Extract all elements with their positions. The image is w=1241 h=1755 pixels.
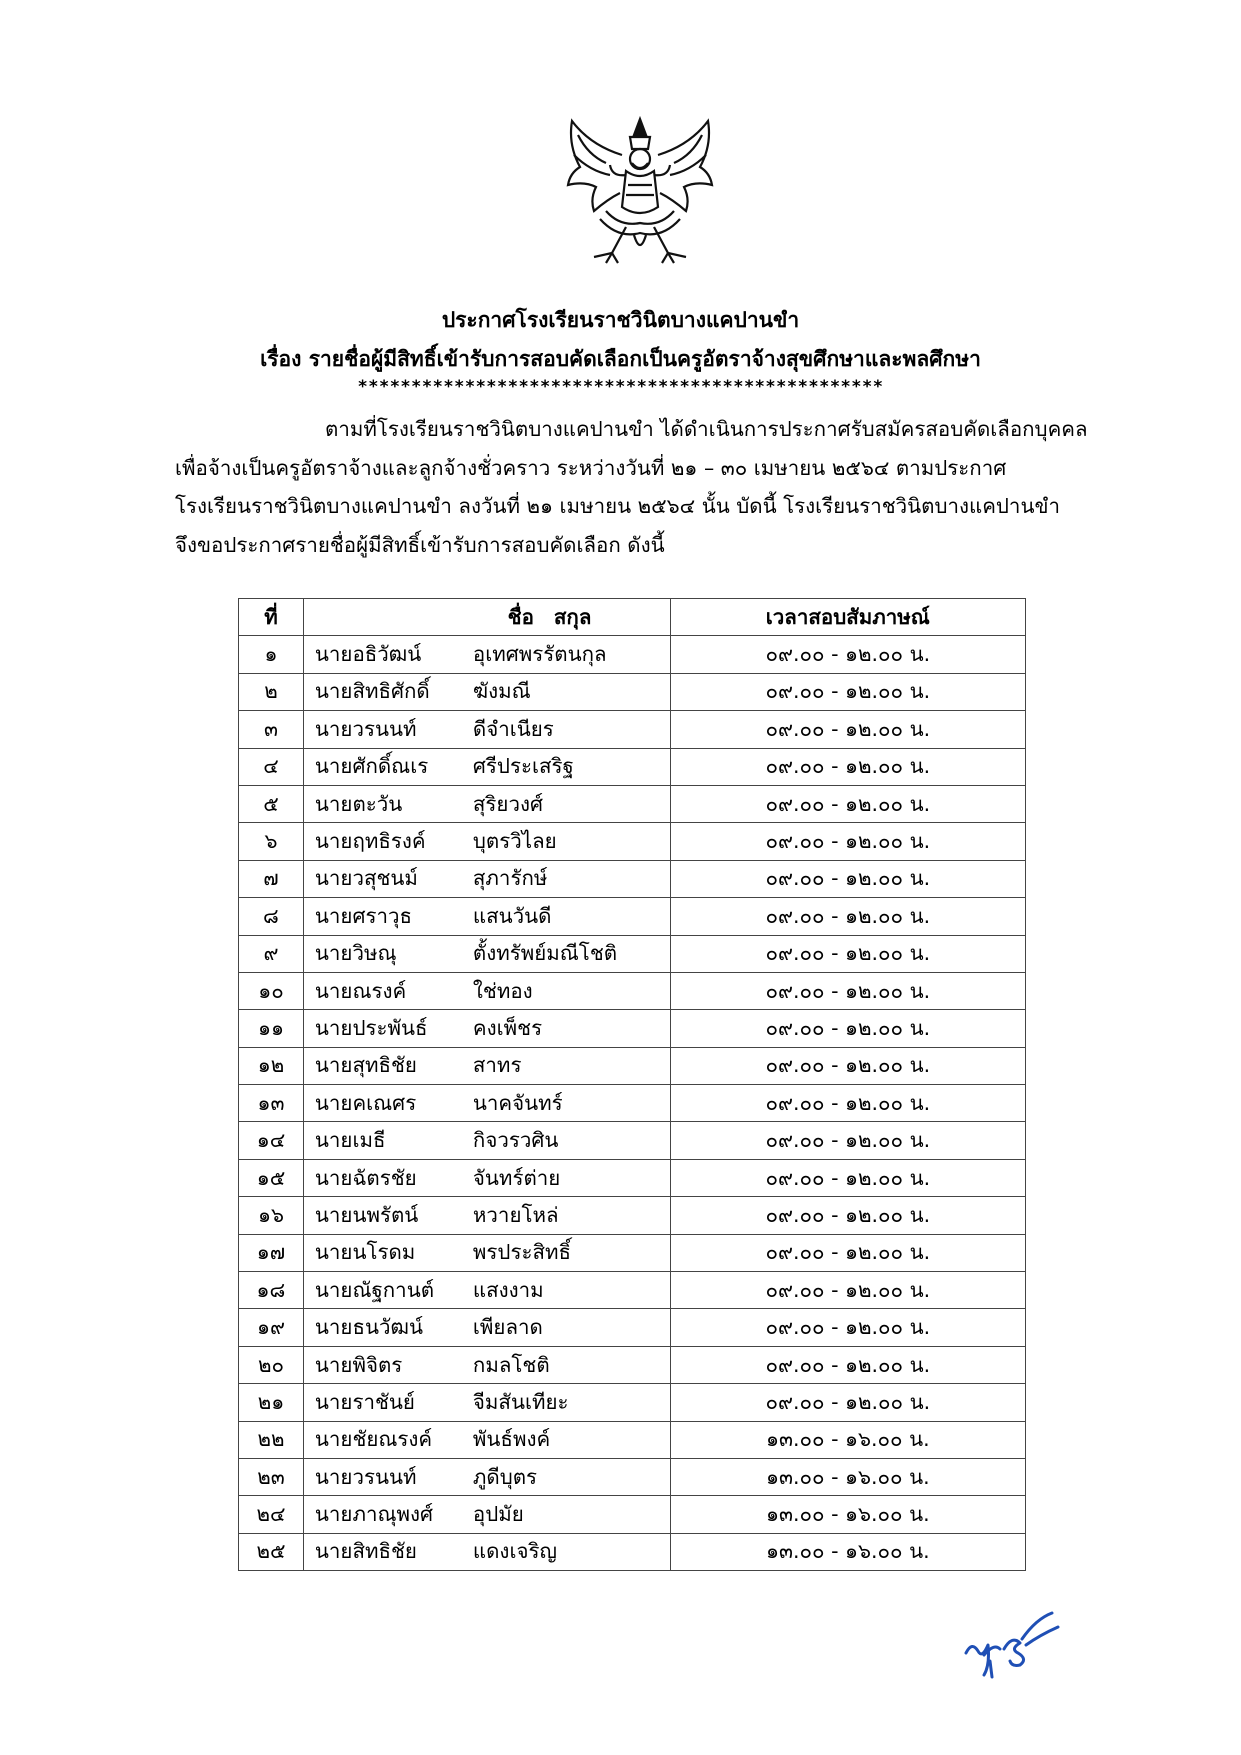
handwritten-signature-icon: [960, 1605, 1070, 1680]
separator-line: *************************************************: [357, 377, 884, 397]
row-interview-time: ๐๙.๐๐ - ๑๒.๐๐ น.: [670, 785, 1025, 822]
row-interview-time: ๑๓.๐๐ - ๑๖.๐๐ น.: [670, 1458, 1025, 1495]
row-fullname: [303, 1122, 670, 1159]
row-fullname: [303, 1010, 670, 1047]
row-surname: พรประสิทธิ์: [472, 1240, 572, 1265]
announcement-body: [175, 410, 1095, 564]
row-surname: ฆังมณี: [472, 679, 531, 704]
row-interview-time: ๐๙.๐๐ - ๑๒.๐๐ น.: [670, 1309, 1025, 1346]
row-firstname: นายสิทธิชัย: [314, 1539, 417, 1564]
row-firstname: นายพิจิตร: [314, 1352, 403, 1377]
row-firstname: นายคเณศร: [314, 1090, 417, 1115]
row-interview-time: ๐๙.๐๐ - ๑๒.๐๐ น.: [670, 636, 1025, 673]
header-name: ชื่อ: [507, 604, 534, 629]
row-firstname: นายราชันย์: [314, 1389, 415, 1414]
row-number: ๑๕: [239, 1159, 304, 1196]
row-firstname: นายประพันธ์: [314, 1015, 428, 1040]
row-firstname: นายศักดิ์ณเร: [314, 754, 429, 779]
row-number: ๘: [239, 898, 304, 935]
row-fullname: [303, 1047, 670, 1084]
row-interview-time: ๐๙.๐๐ - ๑๒.๐๐ น.: [670, 972, 1025, 1009]
row-number: ๑๔: [239, 1122, 304, 1159]
table-row: [239, 636, 1026, 673]
candidate-table: [238, 598, 1026, 1571]
table-row: [239, 673, 1026, 710]
row-fullname: [303, 1496, 670, 1533]
row-surname: พันธ์พงค์: [472, 1427, 551, 1452]
row-number: ๑๒: [239, 1047, 304, 1084]
row-firstname: นายศราวุธ: [314, 903, 413, 928]
row-firstname: นายฉัตรชัย: [314, 1165, 417, 1190]
row-fullname: [303, 1085, 670, 1122]
row-firstname: นายเมธี: [314, 1128, 386, 1153]
row-firstname: นายสุทธิชัย: [314, 1053, 417, 1078]
row-interview-time: ๐๙.๐๐ - ๑๒.๐๐ น.: [670, 748, 1025, 785]
row-number: ๔: [239, 748, 304, 785]
row-number: ๒๓: [239, 1458, 304, 1495]
table-row: [239, 1234, 1026, 1271]
row-interview-time: ๐๙.๐๐ - ๑๒.๐๐ น.: [670, 711, 1025, 748]
row-surname: กิจวรวศิน: [472, 1128, 559, 1153]
row-fullname: [303, 1309, 670, 1346]
row-firstname: นายธนวัฒน์: [314, 1315, 424, 1340]
table-row: [239, 1010, 1026, 1047]
row-interview-time: ๐๙.๐๐ - ๑๒.๐๐ น.: [670, 1234, 1025, 1271]
row-surname: กมลโชติ: [472, 1352, 550, 1377]
garuda-emblem-icon: [560, 115, 720, 265]
header-no: ที่: [239, 599, 304, 636]
row-fullname: [303, 1272, 670, 1309]
row-surname: เพียลาด: [472, 1315, 543, 1340]
row-surname: ภูดีบุตร: [472, 1464, 538, 1489]
row-number: ๑๘: [239, 1272, 304, 1309]
row-surname: แดงเจริญ: [472, 1539, 557, 1564]
row-interview-time: ๐๙.๐๐ - ๑๒.๐๐ น.: [670, 1047, 1025, 1084]
row-interview-time: ๐๙.๐๐ - ๑๒.๐๐ น.: [670, 1010, 1025, 1047]
row-fullname: [303, 972, 670, 1009]
row-surname: สาทร: [472, 1053, 522, 1078]
row-fullname: [303, 1533, 670, 1570]
row-fullname: [303, 711, 670, 748]
row-firstname: นายสิทธิศักดิ์: [314, 679, 430, 704]
table-row: [239, 711, 1026, 748]
table-row: [239, 1421, 1026, 1458]
body-line: จึงขอประกาศรายชื่อผู้มีสิทธิ์เข้ารับการสอบคัดเลือก ดังนี้: [175, 532, 665, 557]
announcement-title: ประกาศโรงเรียนราชวินิตบางแคปานขำ: [441, 308, 800, 332]
row-number: ๙: [239, 935, 304, 972]
row-fullname: [303, 748, 670, 785]
row-interview-time: ๐๙.๐๐ - ๑๒.๐๐ น.: [670, 1272, 1025, 1309]
row-number: ๖: [239, 823, 304, 860]
table-row: [239, 972, 1026, 1009]
row-number: ๗: [239, 860, 304, 897]
row-firstname: นายฤทธิรงค์: [314, 829, 426, 854]
row-interview-time: ๑๓.๐๐ - ๑๖.๐๐ น.: [670, 1421, 1025, 1458]
row-surname: บุตรวิไลย: [472, 829, 557, 854]
row-interview-time: ๐๙.๐๐ - ๑๒.๐๐ น.: [670, 673, 1025, 710]
table-row: [239, 823, 1026, 860]
body-line: ตามที่โรงเรียนราชวินิตบางแคปานขำ ได้ดำเนินการประกาศรับสมัครสอบคัดเลือกบุคคล: [325, 417, 1088, 441]
row-surname: แสงงาม: [472, 1277, 544, 1302]
row-surname: ศรีประเสริฐ: [472, 754, 574, 779]
row-interview-time: ๐๙.๐๐ - ๑๒.๐๐ น.: [670, 1085, 1025, 1122]
table-row: [239, 1122, 1026, 1159]
table-row: [239, 1533, 1026, 1570]
row-firstname: นายนโรดม: [314, 1240, 416, 1265]
row-interview-time: ๐๙.๐๐ - ๑๒.๐๐ น.: [670, 1346, 1025, 1383]
table-row: [239, 1047, 1026, 1084]
row-fullname: [303, 1197, 670, 1234]
header-name-surname: [303, 599, 670, 636]
row-firstname: นายณัฐกานต์: [314, 1277, 435, 1302]
row-fullname: [303, 1421, 670, 1458]
row-interview-time: ๐๙.๐๐ - ๑๒.๐๐ น.: [670, 1122, 1025, 1159]
row-firstname: นายอธิวัฒน์: [314, 642, 422, 667]
row-fullname: [303, 935, 670, 972]
row-number: ๓: [239, 711, 304, 748]
row-number: ๒๔: [239, 1496, 304, 1533]
row-number: ๑: [239, 636, 304, 673]
row-firstname: นายตะวัน: [314, 791, 403, 816]
announcement-subject: เรื่อง รายชื่อผู้มีสิทธิ์เข้ารับการสอบคัดเลือกเป็นครูอัตราจ้างสุขศึกษาและพลศึกษา: [260, 347, 981, 371]
header-surname: สกุล: [553, 604, 592, 629]
row-fullname: [303, 785, 670, 822]
table-row: [239, 898, 1026, 935]
row-surname: ใช่ทอง: [472, 978, 533, 1003]
row-number: ๑๗: [239, 1234, 304, 1271]
row-number: ๑๓: [239, 1085, 304, 1122]
row-interview-time: ๐๙.๐๐ - ๑๒.๐๐ น.: [670, 823, 1025, 860]
row-fullname: [303, 1234, 670, 1271]
row-fullname: [303, 636, 670, 673]
row-firstname: นายวิษณุ: [314, 941, 397, 966]
row-number: ๒๑: [239, 1384, 304, 1421]
row-interview-time: ๐๙.๐๐ - ๑๒.๐๐ น.: [670, 935, 1025, 972]
table-row: [239, 935, 1026, 972]
row-surname: แสนวันดี: [472, 903, 552, 928]
table-header-row: [239, 599, 1026, 636]
table-row: [239, 1309, 1026, 1346]
table-row: [239, 1085, 1026, 1122]
row-number: ๑๐: [239, 972, 304, 1009]
row-fullname: [303, 673, 670, 710]
row-surname: จีมสันเทียะ: [472, 1389, 569, 1414]
table-row: [239, 1159, 1026, 1196]
row-surname: สุภารักษ์: [472, 866, 548, 891]
row-number: ๒๒: [239, 1421, 304, 1458]
row-number: ๒: [239, 673, 304, 710]
table-row: [239, 1346, 1026, 1383]
row-surname: จันทร์ต่าย: [472, 1165, 561, 1190]
row-number: ๑๙: [239, 1309, 304, 1346]
body-line: เพื่อจ้างเป็นครูอัตราจ้างและลูกจ้างชั่วคราว ระหว่างวันที่ ๒๑ – ๓๐ เมษายน ๒๕๖๔ ตามประกาศ: [175, 455, 1007, 480]
row-interview-time: ๐๙.๐๐ - ๑๒.๐๐ น.: [670, 898, 1025, 935]
row-interview-time: ๐๙.๐๐ - ๑๒.๐๐ น.: [670, 1197, 1025, 1234]
row-surname: สุริยวงศ์: [472, 791, 543, 816]
row-fullname: [303, 898, 670, 935]
table-row: [239, 1496, 1026, 1533]
table-row: [239, 1272, 1026, 1309]
row-surname: ดีจำเนียร: [472, 716, 554, 741]
row-interview-time: ๑๓.๐๐ - ๑๖.๐๐ น.: [670, 1496, 1025, 1533]
row-firstname: นายภาณุพงศ์: [314, 1502, 434, 1527]
row-fullname: [303, 1159, 670, 1196]
body-line: โรงเรียนราชวินิตบางแคปานขำ ลงวันที่ ๒๑ เมษายน ๒๕๖๔ นั้น บัดนี้ โรงเรียนราชวินิตบางแคปานขำ: [175, 494, 1060, 518]
header-time: เวลาสอบสัมภาษณ์: [670, 599, 1025, 636]
row-interview-time: ๐๙.๐๐ - ๑๒.๐๐ น.: [670, 860, 1025, 897]
row-fullname: [303, 860, 670, 897]
table-row: [239, 1384, 1026, 1421]
row-number: ๑๑: [239, 1010, 304, 1047]
row-surname: นาคจันทร์: [472, 1090, 563, 1115]
table-row: [239, 1458, 1026, 1495]
row-fullname: [303, 1458, 670, 1495]
row-firstname: นายวรนนท์: [314, 716, 417, 741]
row-surname: อุเทศพรรัตนกุล: [472, 642, 607, 667]
table-row: [239, 748, 1026, 785]
row-number: ๑๖: [239, 1197, 304, 1234]
row-surname: ตั้งทรัพย์มณีโชติ: [472, 941, 618, 966]
row-number: ๕: [239, 785, 304, 822]
row-fullname: [303, 823, 670, 860]
row-fullname: [303, 1346, 670, 1383]
row-firstname: นายณรงค์: [314, 978, 407, 1003]
row-firstname: นายวรนนท์: [314, 1464, 417, 1489]
row-firstname: นายชัยณรงค์: [314, 1427, 433, 1452]
row-fullname: [303, 1384, 670, 1421]
row-number: ๒๕: [239, 1533, 304, 1570]
row-interview-time: ๐๙.๐๐ - ๑๒.๐๐ น.: [670, 1384, 1025, 1421]
row-surname: คงเพ็ชร: [472, 1015, 543, 1040]
table-row: [239, 1197, 1026, 1234]
row-surname: อุปมัย: [472, 1502, 524, 1527]
table-row: [239, 785, 1026, 822]
row-surname: หวายโหล่: [472, 1202, 559, 1227]
row-interview-time: ๐๙.๐๐ - ๑๒.๐๐ น.: [670, 1159, 1025, 1196]
row-interview-time: ๑๓.๐๐ - ๑๖.๐๐ น.: [670, 1533, 1025, 1570]
row-number: ๒๐: [239, 1346, 304, 1383]
table-row: [239, 860, 1026, 897]
row-firstname: นายวสุชนม์: [314, 866, 418, 891]
row-firstname: นายนพรัตน์: [314, 1202, 419, 1227]
